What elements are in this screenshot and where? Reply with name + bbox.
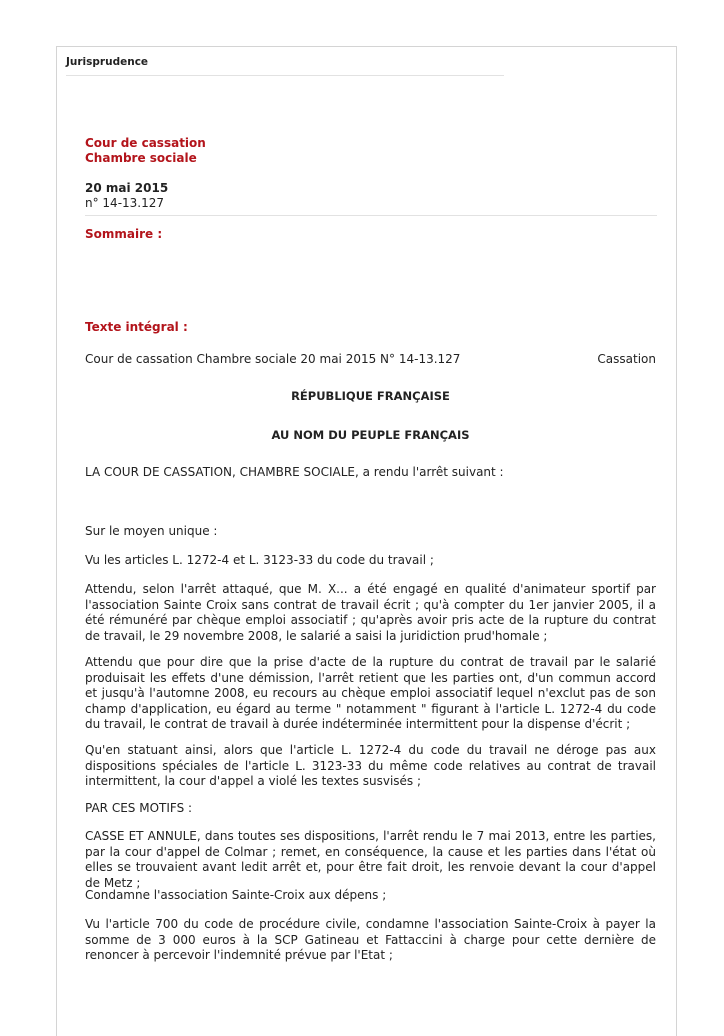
sommaire-heading: Sommaire : (85, 227, 163, 241)
au-nom-title: AU NOM DU PEUPLE FRANÇAIS (271, 428, 470, 442)
section-divider (66, 75, 504, 76)
paragraph-attendu-faits: Attendu, selon l'arrêt attaqué, que M. X... a été engagé en qualité d'animateur sportif par l'association Sainte Croix sans contrat de travail écrit ; qu'à compter du 1er janvier 2005, il a été rémunéré par chèque emploi associatif ; qu'après avoir pris acte de la rupture du contrat de travail, le 29 novembre 2008, le salarié a saisi la juridiction prud'homale ; (85, 582, 656, 643)
court-name: Cour de cassation (85, 136, 206, 150)
paragraph-statuant: Qu'en statuant ainsi, alors que l'article L. 1272-4 du code du travail ne déroge pas aux dispositions spéciales de l'article L. 3123-33 du même code relatives au contrat de travail intermittent, la cour d'appel a violé les textes susvisés ; (85, 743, 656, 788)
texte-integral-heading: Texte intégral : (85, 320, 188, 334)
paragraph-intro: LA COUR DE CASSATION, CHAMBRE SOCIALE, a rendu l'arrêt suivant : (85, 465, 504, 479)
court-heading (85, 136, 206, 166)
decision-number: n° 14-13.127 (85, 196, 165, 210)
paragraph-casse: CASSE ET ANNULE, dans toutes ses dispositions, l'arrêt rendu le 7 mai 2013, entre les parties, par la cour d'appel de Colmar ; remet, en conséquence, la cause et les parties dans l'état où elles se trouvaient avant ledit arrêt et, pour être fait droit, les renvoie devant la cour d'appel de Metz ; (85, 829, 656, 890)
chamber-name: Chambre sociale (85, 151, 197, 165)
meta-divider (85, 215, 657, 216)
reference-line (85, 352, 656, 366)
decision-date: 20 mai 2015 (85, 181, 169, 195)
paragraph-moyen: Sur le moyen unique : (85, 524, 218, 538)
paragraph-attendu-motifs: Attendu que pour dire que la prise d'acte de la rupture du contrat de travail par le salarié produisait les effets d'une démission, l'arrêt retient que les parties ont, d'un commun accord et jusqu'à l'automne 2008, eu recours au chèque emploi associatif lequel n'exclut pas de son champ d'application, eu égard au terme " notamment " figurant à l'article L. 1272-4 du code du travail, le contrat de travail à durée indéterminée intermittent pour la dispense d'écrit ; (85, 655, 656, 731)
paragraph-article-700: Vu l'article 700 du code de procédure civile, condamne l'association Sainte-Croix à payer la somme de 3 000 euros à la SCP Gatineau et Fattaccini à charge pour cette dernière de renoncer à percevoir l'indemnité prévue par l'Etat ; (85, 917, 656, 962)
republique-title: RÉPUBLIQUE FRANÇAISE (291, 389, 450, 403)
paragraph-depens: Condamne l'association Sainte-Croix aux dépens ; (85, 888, 387, 902)
reference-text: Cour de cassation Chambre sociale 20 mai 2015 N° 14-13.127 (85, 352, 461, 366)
paragraph-par-ces-motifs: PAR CES MOTIFS : (85, 801, 193, 815)
outcome-label: Cassation (597, 352, 656, 366)
paragraph-vu-articles: Vu les articles L. 1272-4 et L. 3123-33 du code du travail ; (85, 553, 434, 567)
section-label: Jurisprudence (66, 56, 149, 68)
